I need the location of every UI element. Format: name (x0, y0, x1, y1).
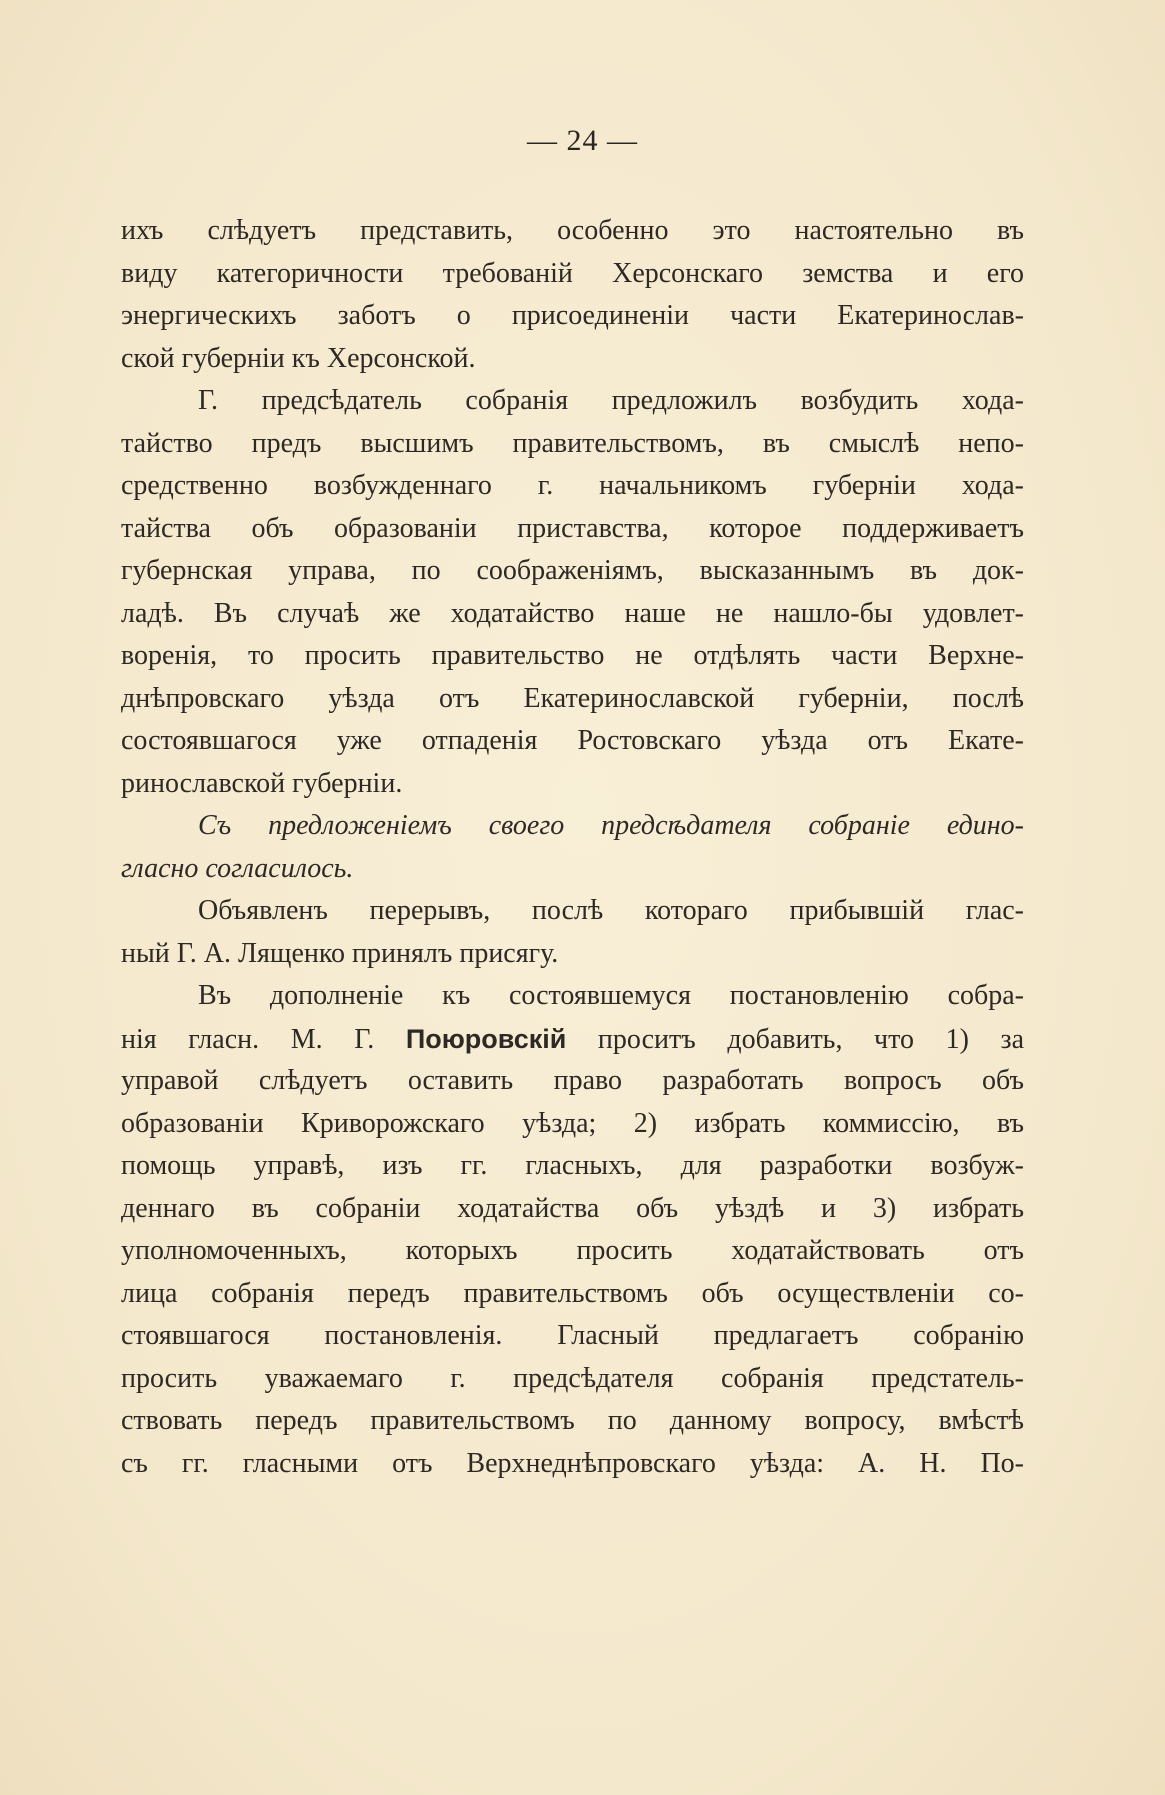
text-line: управой слѣдуетъ оставить право разработать вопросъ объ (121, 1065, 1024, 1096)
text-line: просить уважаемаго г. предсѣдателя собранія предстатель- (121, 1362, 1024, 1394)
text-line: уполномоченныхъ, которыхъ просить ходатайствовать отъ (121, 1235, 1024, 1266)
text-line: энергическихъ заботъ о присоединеніи части Екатеринослав- (121, 300, 1024, 331)
text-line: ской губерніи къ Херсонской. (121, 342, 476, 374)
text-line: помощь управѣ, изъ гг. гласныхъ, для разработки возбуж- (121, 1150, 1024, 1181)
page-number: — 24 — (527, 124, 638, 157)
text-line: ринославской губерніи. (121, 767, 403, 799)
text-line: ихъ слѣдуетъ представить, особенно это настоятельно въ (121, 215, 1024, 246)
speaker-name: Поюровскій (405, 1023, 567, 1054)
body-text (121, 210, 1024, 1485)
text-line: деннаго въ собраніи ходатайства объ уѣздѣ и 3) избрать (121, 1192, 1024, 1224)
text-fragment: проситъ добавить, что 1) за (597, 1023, 1024, 1055)
text-line: состоявшагося уже отпаденія Ростовскаго уѣзда отъ Екате- (121, 725, 1024, 756)
text-line: стоявшагося постановленія. Гласный предлагаетъ собранію (121, 1320, 1024, 1351)
text-line: ладѣ. Въ случаѣ же ходатайство наше не нашло-бы удовлет- (121, 597, 1024, 629)
text-line: образованіи Криворожскаго уѣзда; 2) избрать коммиссію, въ (121, 1107, 1024, 1139)
text-fragment: нія гласн. М. Г. (121, 1023, 375, 1055)
paragraph-start-line: Въ дополненіе къ состоявшемуся постановленію собра- (198, 980, 1024, 1011)
text-line: тайство предъ высшимъ правительствомъ, въ смыслѣ непо- (121, 427, 1024, 459)
text-line: ствовать передъ правительствомъ по данному вопросу, вмѣстѣ (121, 1405, 1024, 1436)
resolution-line: Съ предложеніемъ своего предсѣдателя собраніе едино- (198, 810, 1024, 841)
paragraph-start-line: Г. предсѣдатель собранія предложилъ возбудить хода- (198, 385, 1024, 416)
text-line: днѣпровскаго уѣзда отъ Екатеринославской губерніи, послѣ (121, 682, 1024, 714)
paragraph-start-line: Объявленъ перерывъ, послѣ котораго прибывшій глас- (198, 895, 1024, 926)
text-line: ный Г. А. Лященко принялъ присягу. (121, 937, 559, 969)
text-line-with-name (121, 1018, 1024, 1061)
text-line: тайства объ образованіи приставства, которое поддерживаетъ (121, 512, 1024, 544)
text-line: виду категоричности требованій Херсонскаго земства и его (121, 257, 1024, 289)
resolution-line: гласно согласилось. (121, 852, 354, 884)
text-line: губернская управа, по соображеніямъ, высказаннымъ въ док- (121, 555, 1024, 586)
text-line: воренія, то просить правительство не отдѣлять части Верхне- (121, 640, 1024, 671)
text-line: съ гг. гласными отъ Верхнеднѣпровскаго уѣзда: А. Н. По- (121, 1447, 1024, 1479)
text-line: лица собранія передъ правительствомъ объ осуществленіи со- (121, 1277, 1024, 1309)
text-line: средственно возбужденнаго г. начальникомъ губерніи хода- (121, 470, 1024, 501)
